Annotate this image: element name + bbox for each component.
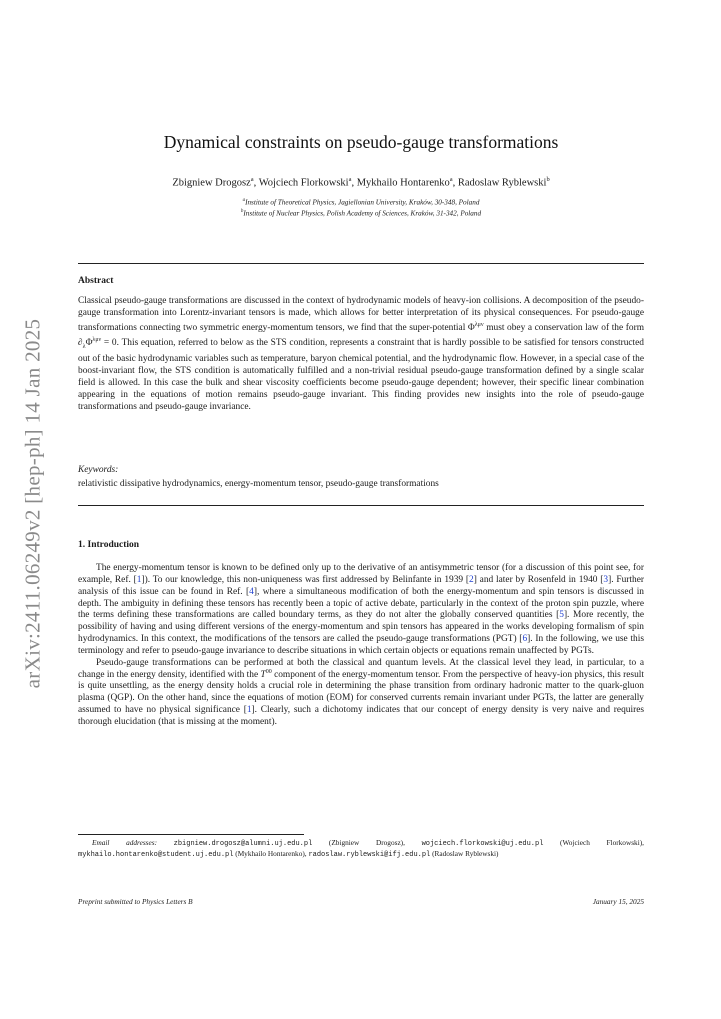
author-name: Mykhailo Hontarenko (356, 177, 450, 189)
citation-link[interactable]: 4 (249, 586, 254, 597)
citation-link[interactable]: 5 (559, 610, 564, 621)
introduction-body (78, 563, 644, 729)
citation-link[interactable]: 6 (522, 634, 528, 645)
divider-top (78, 263, 644, 264)
email-link[interactable]: wojciech.florkowski@uj.edu.pl (421, 840, 544, 848)
citation-link[interactable]: 2 (469, 574, 474, 585)
citation-link[interactable]: 1 (246, 705, 252, 716)
preprint-note: Preprint submitted to Physics Letters B (78, 897, 193, 906)
arxiv-identifier: arXiv:2411.06249v2 [hep-ph] 14 Jan 2025 (20, 318, 45, 689)
email-footnote: Email addresses: zbigniew.drogosz@alumni.uj.edu.pl (Zbigniew Drogosz), wojciech.florkowski@uj.edu.pl (Wojciech Florkowski), mykhailo.hontarenko@student.uj.edu.pl (Mykhailo Hontarenko), radoslaw.ryblewski@ifj.edu.pl (Radoslaw Ryblewski) (78, 838, 644, 859)
author-affil-mark: a (348, 176, 352, 183)
author-name: Radoslaw Ryblewski (457, 177, 547, 189)
author-name: Zbigniew Drogosz (172, 177, 251, 189)
email-link[interactable]: radoslaw.ryblewski@ifj.edu.pl (308, 851, 431, 859)
email-link[interactable]: zbigniew.drogosz@alumni.uj.edu.pl (173, 840, 313, 848)
intro-paragraph-1: The energy-momentum tensor is known to be defined only up to the derivative of an antisymmetric tensor (for a discussion of this point see, for example, Ref. [1]). To our knowledge, this non-uniqueness was first addressed by Belinfante in 1939 [2] and later by Rosenfeld in 1940 [3]. Further analysis of this issue can be found in Ref. [4], where a simultaneous modification of both the energy-momentum and spin tensors is discussed in depth. The ambiguity in defining these tensors has recently been a topic of active debate, particularly in the context of the proton spin puzzle, where the terms defining these transformations are called boundary terms, as they do not alter the globally conserved quantities [5]. More recently, the possibility of having and using different versions of the energy-momentum and spin tensors has appeared in the works developing formalism of spin hydrodynamics. In this context, the modifications of the tensors are called the pseudo-gauge transformations (PGT) [6]. In the following, we use this terminology and refer to pseudo-gauge invariance to describe situations in which certain objects or equations remain unaffected by PGTs. (78, 563, 645, 656)
keywords-heading: Keywords: (78, 465, 119, 475)
divider-bottom (78, 505, 644, 506)
affiliation-b: $^b$Institute of Nuclear Physics, Polish Academy of Sciences, Kraków, 31-342, Poland (240, 209, 482, 218)
arxiv-sidebar-id (7, 316, 59, 691)
footnote-rule (78, 834, 304, 835)
author-list: Zbigniew Drogosz$^a$, Wojciech Florkowski$^a$, Mykhailo Hontarenko$^a$, Radoslaw Ryblewski$^b$ (172, 176, 550, 189)
email-link[interactable]: mykhailo.hontarenko@student.uj.edu.pl (78, 851, 234, 859)
abstract-body: Classical pseudo-gauge transformations are discussed in the context of hydrodynamic models of heavy-ion collisions. A decomposition of the pseudo-gauge transformation into Lorentz-invariant tensors is made, which allows for better interpretation of its physical consequences. For pseudo-gauge transformations connecting two symmetric energy-momentum tensors, we find that the super-potential $\Phi^{\lambda\mu\nu}$ must obey a conservation law of the form $\partial_\lambda\Phi^{\lambda\mu\nu} = 0$. This equation, referred to below as the STS condition, represents a constraint that is hardly possible to be satisfied for tensors constructed out of the basic hydrodynamic variables such as temperature, baryon chemical potential, and the hydrodynamic flow. However, in a special case of the boost-invariant flow, the STS condition is automatically fulfilled and a non-trivial residual pseudo-gauge transformation defined by a single scalar field is allowed. In this case the bulk and shear viscosity coefficients become pseudo-gauge dependent; however, their specific linear combination appearing in the equations of motion remains pseudo-gauge invariant. This finding provides new insights into the role of pseudo-gauge transformations and pseudo-gauge invariance. (78, 296, 644, 413)
date-note: January 15, 2025 (592, 897, 644, 906)
author-name: Wojciech Florkowski (258, 177, 349, 189)
citation-link[interactable]: 1 (136, 574, 142, 585)
section-heading: 1. Introduction (78, 540, 140, 550)
author-affil-mark: a (449, 176, 453, 183)
intro-paragraph-2: Pseudo-gauge transformations can be performed at both the classical and quantum levels. At the classical level they lead, in particular, to a change in the energy density, identified with the $T^{00}$ component of the energy-momentum tensor. From the perspective of heavy-ion physics, this result is quite unsettling, as the energy density holds a crucial role in determining the phase transition from ordinary hadronic matter to the quark-gluon plasma (QGP). On the other hand, since the equations of motion (EOM) for conserved currents remain invariant under PGTs, the latter are generally assumed to have no physical significance [1]. Clearly, such a dichotomy indicates that our concept of energy density is very naive and requires thorough elucidation (that is missing at the moment). (78, 657, 644, 727)
author-affil-mark: b (546, 176, 550, 183)
paper-title: Dynamical constraints on pseudo-gauge transformations (163, 132, 559, 152)
keywords-list: relativistic dissipative hydrodynamics, energy-momentum tensor, pseudo-gauge transformations (78, 479, 439, 489)
affiliation-a: $^a$Institute of Theoretical Physics, Jagiellonian University, Kraków, 30-348, Poland (242, 198, 480, 207)
citation-link[interactable]: 3 (603, 574, 609, 585)
abstract-heading: Abstract (78, 276, 114, 286)
author-affil-mark: a (250, 176, 254, 183)
